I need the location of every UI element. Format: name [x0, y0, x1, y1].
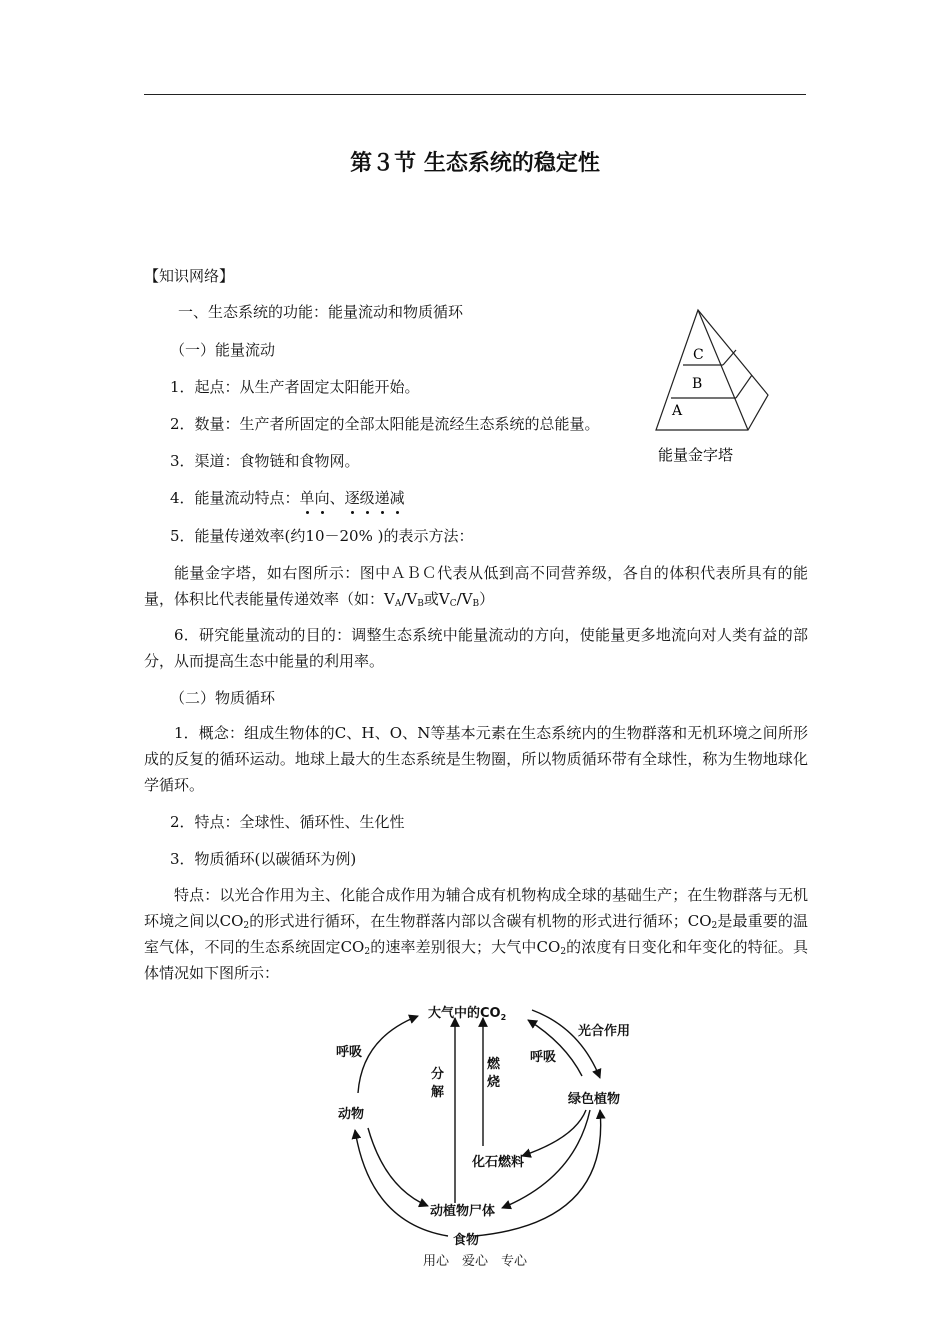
pyramid-level-line — [723, 350, 736, 365]
text-fragment: ） — [479, 590, 495, 608]
emphasis-char: 级 — [359, 489, 375, 507]
item-features: 2．特点：全球性、循环性、生化性 — [170, 813, 405, 831]
label-respiration-left: 呼吸 — [336, 1045, 363, 1060]
feature-paragraph — [144, 882, 808, 986]
text-fragment: 是最重要的温室气体，不同的生态系统固定CO — [144, 912, 808, 956]
pyramid-label-b: B — [692, 376, 703, 392]
subscript: 2 — [243, 921, 250, 931]
item-start-point: 1．起点：从生产者固定太阳能开始。 — [170, 378, 420, 396]
subscript: A — [394, 599, 402, 609]
item-characteristics-prefix: 4．能量流动特点： — [170, 489, 300, 507]
energy-pyramid-diagram — [650, 305, 770, 470]
pyramid-explanation — [144, 560, 808, 612]
label-remains: 动植物尸体 — [430, 1204, 496, 1219]
emphasis-char: 逐 — [344, 489, 360, 507]
subscript: 2 — [711, 921, 718, 931]
label-atmosphere-sub: 2 — [500, 1013, 507, 1022]
text-fragment: /V — [456, 590, 473, 608]
text-fragment: /V — [401, 590, 418, 608]
header-rule — [144, 94, 806, 95]
subscript: 2 — [364, 947, 371, 957]
section-header: 【知识网络】 — [144, 267, 235, 285]
label-burning-1: 燃 — [487, 1057, 501, 1072]
arrow-animals-to-remains — [368, 1128, 428, 1206]
pyramid-level-line — [736, 375, 752, 398]
emphasis-char: 减 — [389, 489, 405, 507]
item-efficiency: 5．能量传递效率(约10－20% )的表示方法： — [170, 527, 474, 545]
pyramid-label-a: A — [672, 403, 683, 419]
label-decompose-2: 解 — [431, 1085, 445, 1100]
label-fossil-fuel: 化石燃料 — [472, 1155, 525, 1170]
text-fragment: 的形式进行循环，在生物群落内部以含碳有机物的形式进行循环；CO — [249, 912, 712, 930]
arrow-food-to-animals — [355, 1130, 448, 1236]
concept-paragraph: 1．概念：组成生物体的C、H、O、N等基本元素在生态系统内的生物群落和无机环境之间所形成的反复的循环运动。地球上最大的生态系统是生物圈，所以物质循环带有全球性，称为生物地球化学循环。 — [144, 724, 808, 794]
text-fragment: 或V — [423, 590, 450, 608]
item-characteristics — [170, 488, 405, 508]
label-food: 食物 — [453, 1233, 480, 1248]
carbon-cycle-diagram — [330, 998, 650, 1254]
page-footer: 用心 爱心 专心 — [422, 1254, 527, 1269]
subscript: 2 — [560, 947, 567, 957]
label-decompose-1: 分 — [431, 1067, 445, 1082]
arrow-photosynthesis — [532, 1010, 600, 1078]
subheading-material-cycle: （二）物质循环 — [170, 689, 276, 707]
label-green-plants: 绿色植物 — [568, 1092, 621, 1107]
label-atmosphere-text: 大气中的CO — [428, 1006, 501, 1021]
label-respiration-right: 呼吸 — [530, 1050, 557, 1065]
subscript: B — [472, 599, 480, 609]
text-fragment: 的浓度有日变化和年变化的特征。具体情况如下图所示： — [144, 938, 808, 982]
subscript: C — [449, 599, 457, 609]
pyramid-caption: 能量金字塔 — [658, 446, 734, 464]
label-burning-2: 烧 — [487, 1075, 501, 1090]
item-channel: 3．渠道：食物链和食物网。 — [170, 452, 360, 470]
pyramid-label-c: C — [693, 347, 704, 363]
emphasis-char: 向 — [314, 489, 330, 507]
emphasis-char: 单 — [299, 489, 315, 507]
emphasis-char: 递 — [374, 489, 390, 507]
item-quantity: 2．数量：生产者所固定的全部太阳能是流经生态系统的总能量。 — [170, 415, 600, 433]
pyramid-front-edge — [698, 310, 748, 430]
separator: 、 — [329, 489, 345, 507]
subheading-energy-flow: （一）能量流动 — [170, 341, 276, 359]
heading-functions: 一、生态系统的功能：能量流动和物质循环 — [178, 303, 464, 321]
pyramid-explanation-text: 能量金字塔，如右图所示：图中ＡＢＣ代表从低到高不同营养级，各自的体积代表所具有的能量，体积比代表能量传递效率（如：V — [144, 564, 808, 608]
arrow-plants-to-fossil — [522, 1110, 586, 1156]
research-purpose: 6．研究能量流动的目的：调整生态系统中能量流动的方向，使能量更多地流向对人类有益的部分，从而提高生态中能量的利用率。 — [144, 626, 808, 670]
arrow-plant-respiration — [528, 1020, 582, 1076]
label-animals: 动物 — [338, 1107, 365, 1122]
arrow-animal-respiration — [358, 1016, 418, 1093]
item-carbon-cycle: 3．物质循环(以碳循环为例) — [170, 850, 357, 868]
subscript: B — [417, 599, 424, 609]
page-title: 第３节 生态系统的稳定性 — [350, 151, 600, 176]
label-atmosphere-co2 — [428, 1005, 506, 1022]
label-photosynthesis: 光合作用 — [578, 1024, 631, 1039]
text-fragment: 特点：以光合作用为主、化能合成作用为辅合成有机物构成全球的基础生产；在生物群落与无机环境之间以CO — [144, 886, 808, 930]
text-fragment: 的速率差别很大；大气中CO — [370, 938, 561, 956]
